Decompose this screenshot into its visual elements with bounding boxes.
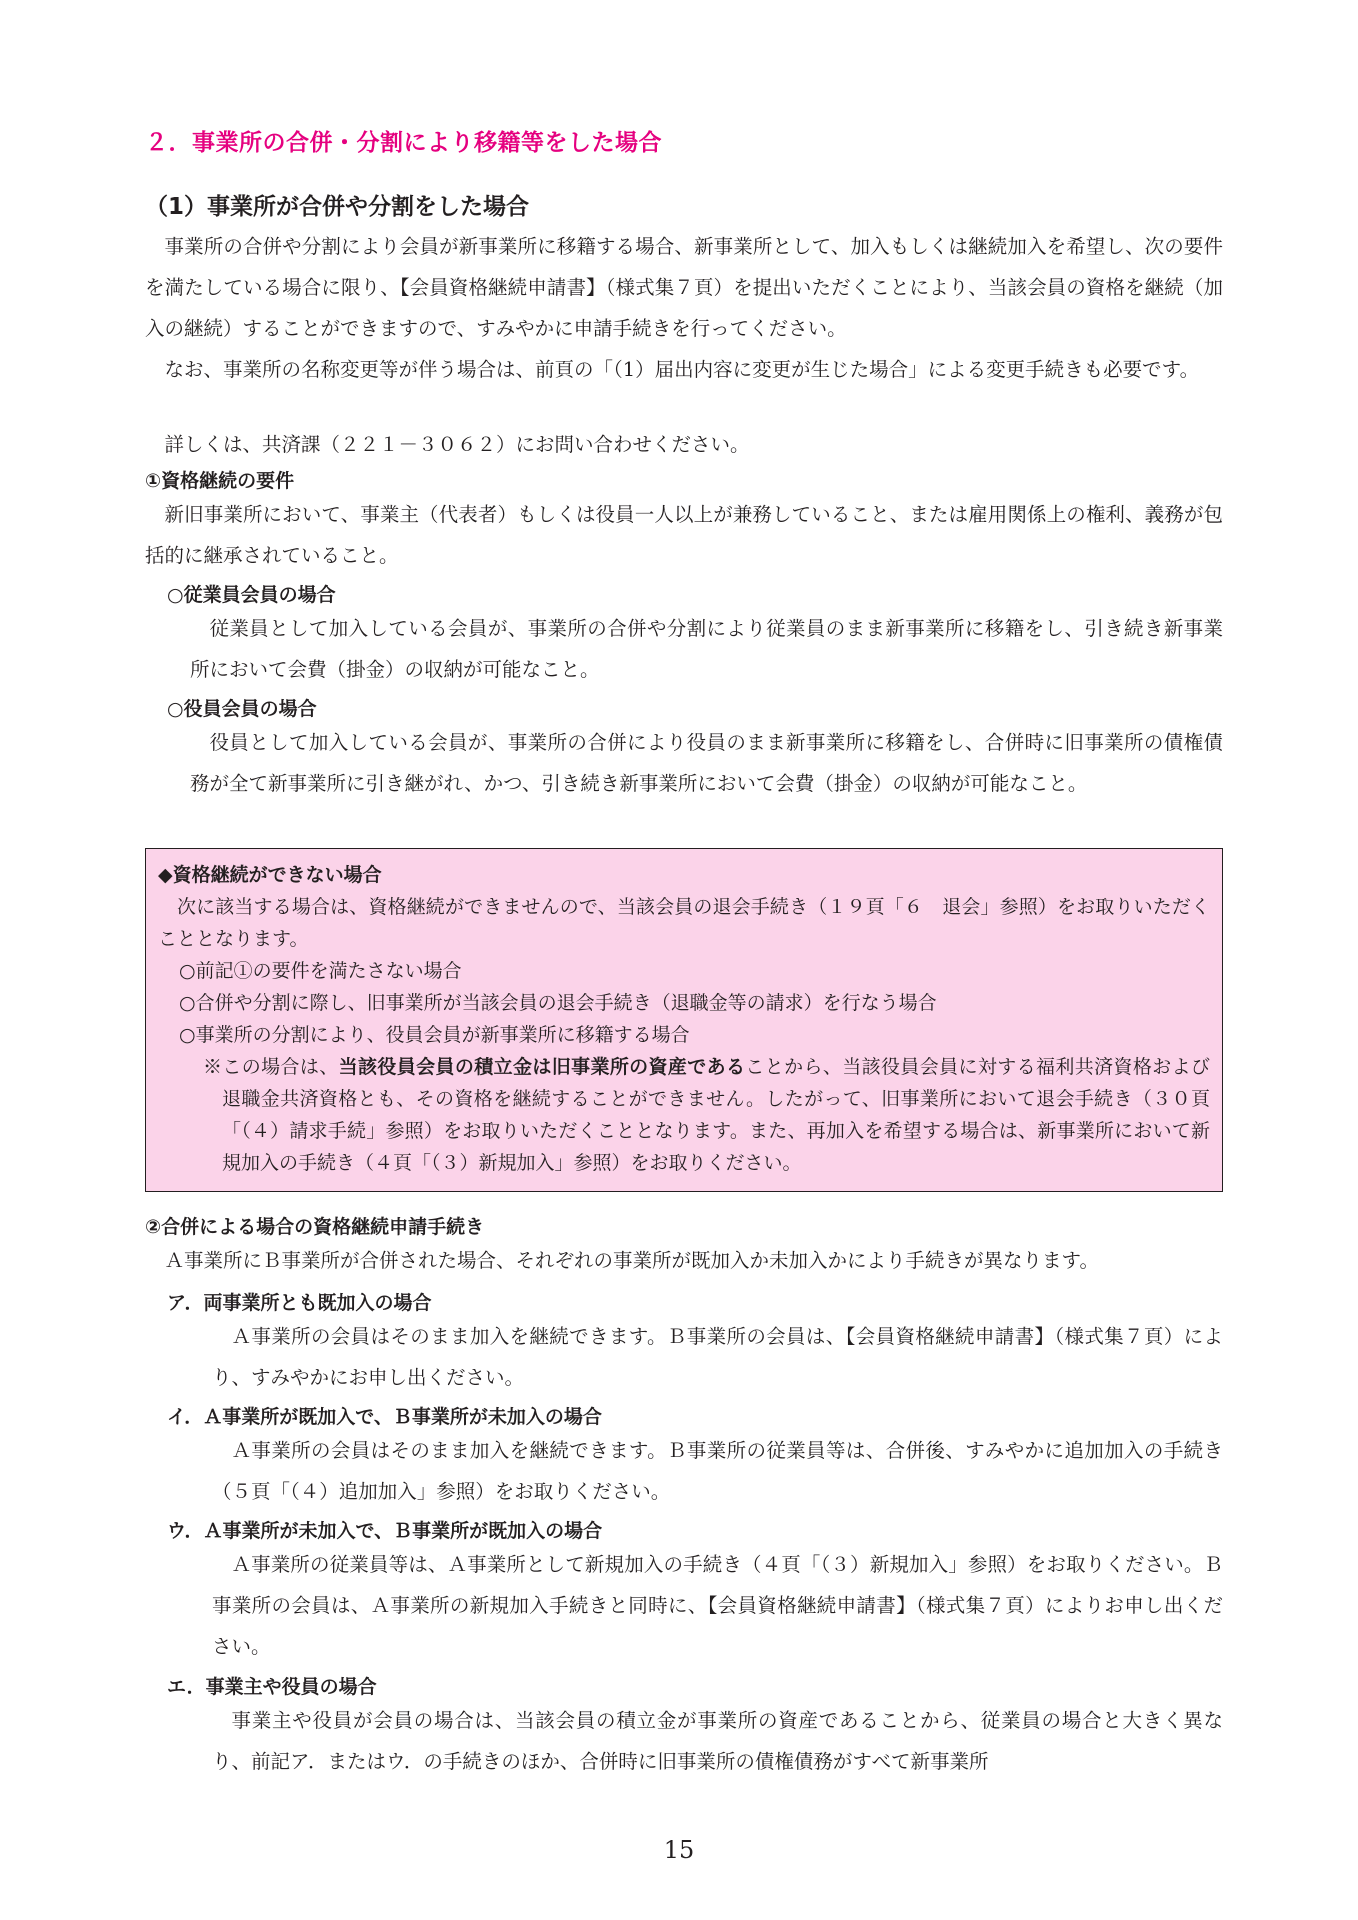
notice-intro: 次に該当する場合は、資格継続ができませんので、当該会員の退会手続き（１９頁「６ 退会」参照）をお取りいただくこととなります。 xyxy=(158,896,1210,950)
notice-note-prefix: ※この場合は、 xyxy=(203,1056,339,1078)
case-u-heading: ウ．Ａ事業所が未加入で、Ｂ事業所が既加入の場合 xyxy=(167,1520,603,1542)
notice-note-emphasis: 当該役員会員の積立金は旧事業所の資産である xyxy=(338,1056,746,1078)
merge-procedure-heading: ②合併による場合の資格継続申請手続き xyxy=(145,1216,485,1238)
notice-title: ◆資格継続ができない場合 xyxy=(158,864,382,886)
requirements-heading: ①資格継続の要件 xyxy=(145,470,295,492)
employee-member-text: 従業員として加入している会員が、事業所の合併や分割により従業員のまま新事業所に移籍をし、引き続き新事業所において会費（掛金）の収納が可能なこと。 xyxy=(190,617,1223,681)
case-i-text: Ａ事業所の会員はそのまま加入を継続できます。Ｂ事業所の従業員等は、合併後、すみやかに追加加入の手続き（５頁「（４）追加加入」参照）をお取りください。 xyxy=(212,1439,1223,1503)
notice-box xyxy=(145,848,1223,1192)
page-number: 15 xyxy=(663,1836,695,1864)
notice-item-1: ○前記①の要件を満たさない場合 xyxy=(179,960,462,982)
paragraph-name-change: なお、事業所の名称変更等が伴う場合は、前頁の「（1）届出内容に変更が生じた場合」による変更手続きも必要です。 xyxy=(164,358,1200,381)
case-u-text: Ａ事業所の従業員等は、Ａ事業所として新規加入の手続き（４頁「（３）新規加入」参照）をお取りください。Ｂ事業所の会員は、Ａ事業所の新規加入手続きと同時に、【会員資格継続申請書】（様式集７頁）によりお申し出ください。 xyxy=(212,1553,1223,1658)
case-e-heading: エ．事業主や役員の場合 xyxy=(167,1676,377,1698)
employee-member-heading: ○従業員会員の場合 xyxy=(167,584,336,606)
officer-member-heading: ○役員会員の場合 xyxy=(167,698,317,720)
notice-item-3: ○事業所の分割により、役員会員が新事業所に移籍する場合 xyxy=(179,1024,690,1046)
subsection-title: （1）事業所が合併や分割をした場合 xyxy=(145,194,530,220)
notice-item-2: ○合併や分割に際し、旧事業所が当該会員の退会手続き（退職金等の請求）を行なう場合 xyxy=(179,992,937,1014)
notice-note-rest: ことから、当該役員会員に対する福利共済資格および退職金共済資格とも、その資格を継続することができません。したがって、旧事業所において退会手続き（３０頁「（４）請求手続」参照）をお取りいただくこととなります。また、再加入を希望する場合は、新事業所において新規加入の手続き（４頁「（３）新規加入」参照）をお取りください。 xyxy=(222,1056,1210,1174)
case-a-text: Ａ事業所の会員はそのまま加入を継続できます。Ｂ事業所の会員は、【会員資格継続申請書】（様式集７頁）により、すみやかにお申し出ください。 xyxy=(212,1325,1223,1389)
requirements-text: 新旧事業所において、事業主（代表者）もしくは役員一人以上が兼務していること、または雇用関係上の権利、義務が包括的に継承されていること。 xyxy=(145,503,1223,567)
case-a-heading: ア．両事業所とも既加入の場合 xyxy=(167,1292,432,1314)
officer-member-text: 役員として加入している会員が、事業所の合併により役員のまま新事業所に移籍をし、合併時に旧事業所の債権債務が全て新事業所に引き継がれ、かつ、引き続き新事業所において会費（掛金）の収納が可能なこと。 xyxy=(190,731,1223,795)
case-i-heading: イ．Ａ事業所が既加入で、Ｂ事業所が未加入の場合 xyxy=(167,1406,602,1428)
case-e-text: 事業主や役員が会員の場合は、当該会員の積立金が事業所の資産であることから、従業員の場合と大きく異なり、前記ア．またはウ．の手続きのほか、合併時に旧事業所の債権債務がすべて新事業所 xyxy=(212,1709,1223,1773)
merge-procedure-intro: Ａ事業所にＢ事業所が合併された場合、それぞれの事業所が既加入か未加入かにより手続きが異なります。 xyxy=(164,1249,1099,1272)
paragraph-contact: 詳しくは、共済課（２２１－３０６２）にお問い合わせください。 xyxy=(164,433,750,456)
section-title: ２．事業所の合併・分割により移籍等をした場合 xyxy=(145,130,662,156)
notice-note xyxy=(203,1051,1210,1179)
paragraph-intro: 事業所の合併や分割により会員が新事業所に移籍する場合、新事業所として、加入もしくは継続加入を希望し、次の要件を満たしている場合に限り、【会員資格継続申請書】（様式集７頁）を提出いただくことにより、当該会員の資格を継続（加入の継続）することができますので、すみやかに申請手続きを行ってください。 xyxy=(145,235,1223,340)
